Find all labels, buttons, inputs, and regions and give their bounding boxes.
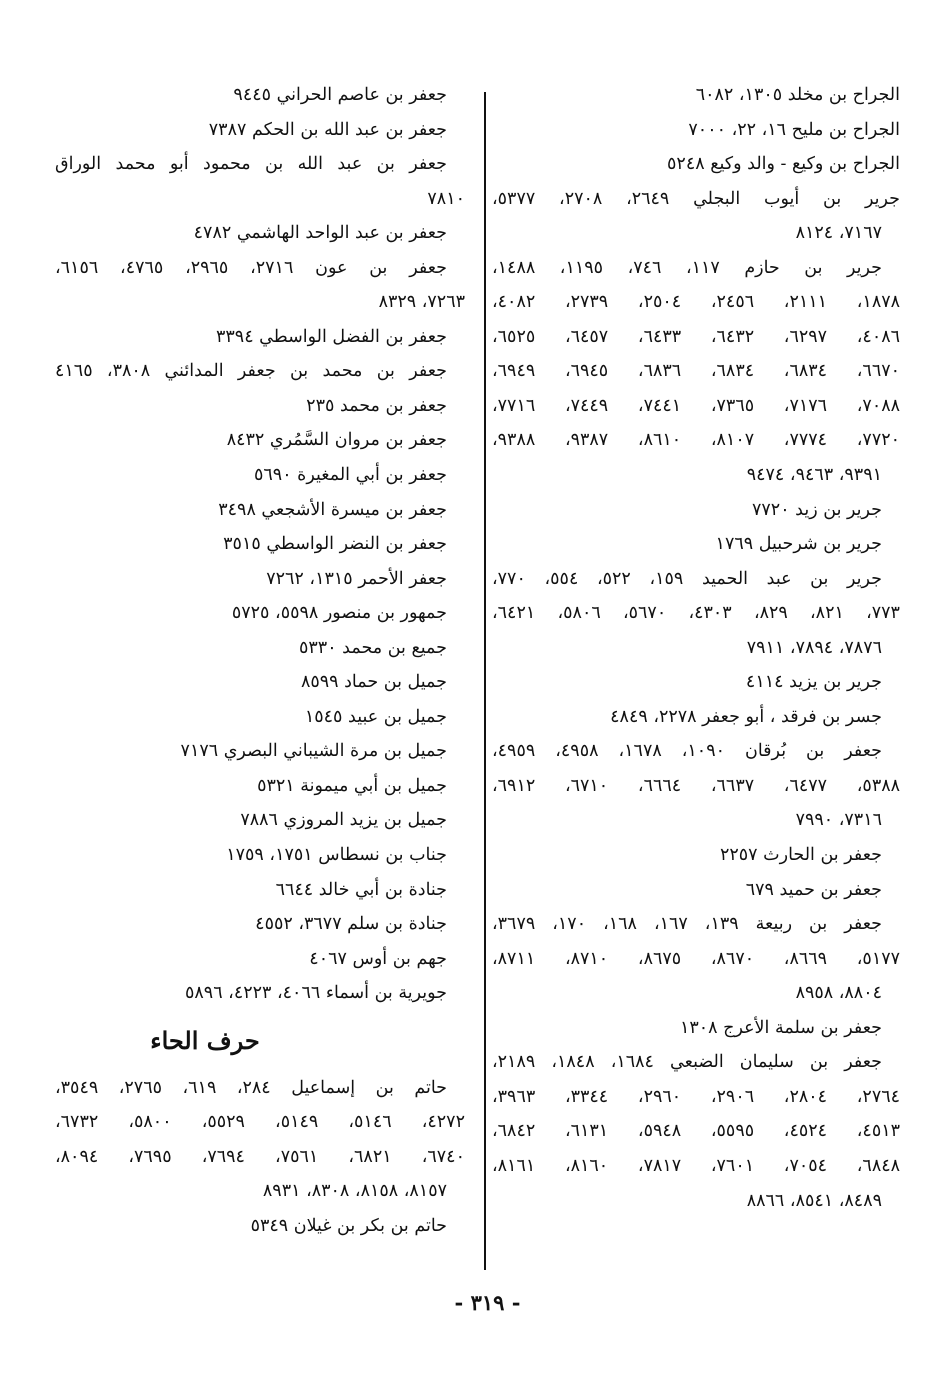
entry-line: جسر بن فرقد ، أبو جعفر ٢٢٧٨، ٤٨٤٩ — [610, 706, 882, 727]
entry-line: جعفر بن مروان السَّمُري ٨٤٣٢ — [226, 430, 447, 451]
page-number: - ٣١٩ - — [454, 1290, 521, 1315]
entry-continuation: ٦٨٤٨، ٧٠٥٤، ٧٦٠١، ٧٨١٧، ٨١٦٠، ٨١٦١، — [492, 1155, 900, 1176]
column-divider — [484, 92, 486, 1270]
entry-line: جعفر الأحمر ١٣١٥، ٧٢٦٢ — [266, 568, 447, 589]
entry-line: جميع بن محمد ٥٣٣٠ — [299, 637, 447, 658]
entry-line: جعفر بن عون ٢٧١٦، ٢٩٦٥، ٤٧٦٥، ٦١٥٦، — [55, 257, 447, 278]
entry-line: جميل بن مرة الشيباني البصري ٧١٧٦ — [180, 741, 447, 762]
entry-line: جرير بن يزيد ٤١١٤ — [745, 672, 882, 693]
entry-line: جعفر بن عاصم الحراني ٩٤٤٥ — [233, 85, 447, 105]
entry-continuation: ٧٧٢٠، ٧٧٧٤، ٨١٠٧، ٨٦١٠، ٩٣٨٧، ٩٣٨٨، — [492, 430, 900, 451]
entry-line: جميل بن يزيد المروزي ٧٨٨٦ — [240, 810, 447, 831]
entry-line: جعفر بن النضر الواسطي ٣٥١٥ — [223, 534, 447, 555]
entry-continuation: ٧٢٦٣، ٨٣٢٩ — [378, 292, 465, 313]
entry-line: جويرية بن أسماء ٤٠٦٦، ٤٢٢٣، ٥٨٩٦ — [185, 983, 447, 1004]
entry-continuation: ٢٧٦٤، ٢٨٠٤، ٢٩٠٦، ٢٩٦٠، ٣٣٤٤، ٣٩٦٣، — [492, 1086, 900, 1107]
entry-line: جرير بن حازم ١١٧، ٧٤٦، ١١٩٥، ١٤٨٨، — [492, 257, 882, 278]
right-column — [492, 78, 900, 1218]
entry-line: جعفر بن سليمان الضبعي ١٦٨٤، ١٨٤٨، ٢١٨٩، — [492, 1052, 882, 1073]
entry-continuation: ٥٣٨٨، ٦٤٧٧، ٦٦٣٧، ٦٦٦٤، ٦٧١٠، ٦٩١٢، — [492, 775, 900, 796]
entry-line: حاتم بن بكر بن غيلان ٥٣٤٩ — [250, 1215, 447, 1236]
entry-continuation: ٧٠٨٨، ٧١٧٦، ٧٣٦٥، ٧٤٤١، ٧٤٤٩، ٧٧١٦، — [492, 395, 900, 416]
entry-line: جعفر بن ربيعة ١٣٩، ١٦٧، ١٦٨، ١٧٠، ٣٦٧٩، — [492, 914, 882, 935]
entry-line: جهم بن أوس ٤٠٦٧ — [309, 948, 447, 969]
entry-line: جنادة بن سلم ٣٦٧٧، ٤٥٥٢ — [255, 914, 447, 935]
entry-continuation: ٥١٧٧، ٨٦٦٩، ٨٦٧٠، ٨٦٧٥، ٨٧١٠، ٨٧١١، — [492, 948, 900, 969]
entry-continuation: ٧٨١٠ — [427, 188, 465, 209]
entry-continuation: ٧٣١٦، ٧٩٩٠ — [795, 810, 882, 831]
entry-line: جعفر بن بُرقان ١٠٩٠، ١٦٧٨، ٤٩٥٨، ٤٩٥٩، — [492, 741, 882, 762]
section-heading: حرف الحاء — [150, 1025, 260, 1055]
entry-line: جعفر بن محمد ٢٣٥ — [306, 395, 447, 416]
entry-line: جرير بن أيوب البجلي ٢٦٤٩، ٢٧٠٨، ٥٣٧٧، — [492, 188, 900, 209]
entry-line: جرير بن زيد ٧٧٢٠ — [752, 499, 882, 520]
entry-line: جعفر بن محمد بن جعفر المدائني ٣٨٠٨، ٤١٦٥ — [55, 361, 447, 382]
entry-line: جرير بن شرحبيل ١٧٦٩ — [715, 534, 882, 555]
entry-line: جميل بن عبيد ١٥٤٥ — [304, 706, 447, 727]
entry-line: جعفر بن أبي المغيرة ٥٦٩٠ — [254, 465, 447, 486]
entry-continuation: ٤٠٨٦، ٦٢٩٧، ٦٤٣٢، ٦٤٣٣، ٦٤٥٧، ٦٥٢٥، — [492, 326, 900, 347]
entry-line: جعفر بن حميد ٦٧٩ — [745, 879, 882, 900]
entry-continuation: ٧٧٣، ٨٢١، ٨٢٩، ٤٣٠٣، ٥٦٧٠، ٥٨٠٦، ٦٤٢١، — [492, 603, 900, 624]
entry-continuation: ٦٧٤٠، ٦٨٢١، ٧٥٦١، ٧٦٩٤، ٧٦٩٥، ٨٠٩٤، — [55, 1146, 465, 1167]
entry-continuation: ١٨٧٨، ٢١١١، ٢٤٥٦، ٢٥٠٤، ٢٧٣٩، ٤٠٨٢، — [492, 292, 900, 313]
entry-line: جعفر بن عبد الله بن الحكم ٧٣٨٧ — [208, 119, 447, 140]
entry-line: الجراح بن مليح ١٦، ٢٢، ٧٠٠٠ — [688, 119, 900, 140]
entry-line: جناب بن نسطاس ١٧٥١، ١٧٥٩ — [226, 845, 447, 866]
entry-line: جرير بن عبد الحميد ١٥٩، ٥٢٢، ٥٥٤، ٧٧٠، — [492, 568, 882, 589]
entry-line: الجراح بن مخلد ١٣٠٥، ٦٠٨٢ — [695, 85, 900, 105]
left-column — [55, 78, 465, 1244]
entry-line: جعفر بن ميسرة الأشجعي ٣٤٩٨ — [218, 499, 447, 520]
entry-continuation: ٧١٦٧، ٨١٢٤ — [795, 223, 882, 244]
entry-continuation: ٨٨٠٤، ٨٩٥٨ — [795, 983, 882, 1004]
entry-continuation: ٤٢٧٢، ٥١٤٦، ٥١٤٩، ٥٥٢٩، ٥٨٠٠، ٦٧٣٢، — [55, 1112, 465, 1133]
entry-line: جعفر بن عبد الله بن محمود أبو محمد الوراق — [55, 154, 447, 175]
entry-line: جمهور بن منصور ٥٥٩٨، ٥٧٢٥ — [231, 603, 447, 624]
entry-line: جعفر بن الفضل الواسطي ٣٣٩٤ — [216, 326, 447, 347]
entry-continuation: ٨١٥٧، ٨١٥٨، ٨٣٠٨، ٨٩٣١ — [262, 1181, 447, 1202]
entry-line: جعفر بن عبد الواحد الهاشمي ٤٧٨٢ — [193, 223, 447, 244]
entry-line: جنادة بن أبي خالد ٦٦٤٤ — [275, 879, 447, 900]
entry-line: جميل بن أبي ميمونة ٥٣٢١ — [257, 775, 447, 796]
entry-line: جعفر بن سلمة الأعرج ١٣٠٨ — [679, 1017, 882, 1038]
entry-line: جميل بن حماد ٨٥٩٩ — [300, 672, 447, 693]
entry-line: جعفر بن الحارث ٢٢٥٧ — [719, 845, 882, 866]
entry-continuation: ٨٤٨٩، ٨٥٤١، ٨٨٦٦ — [746, 1190, 882, 1211]
entry-line: الجراح بن وكيع - والد وكيع ٥٢٤٨ — [667, 154, 900, 175]
entry-continuation: ٧٨٧٦، ٧٨٩٤، ٧٩١١ — [746, 637, 882, 658]
entry-continuation: ٩٣٩١، ٩٤٦٣، ٩٤٧٤ — [746, 465, 882, 486]
entry-line: حاتم بن إسماعيل ٢٨٤، ٦١٩، ٢٧٦٥، ٣٥٤٩، — [55, 1077, 447, 1098]
entry-continuation: ٤٥١٣، ٤٥٢٤، ٥٥٩٥، ٥٩٤٨، ٦١٣١، ٦٨٤٢، — [492, 1121, 900, 1142]
entry-continuation: ٦٦٧٠، ٦٨٣٤، ٦٨٣٤، ٦٨٣٦، ٦٩٤٥، ٦٩٤٩، — [492, 361, 900, 382]
